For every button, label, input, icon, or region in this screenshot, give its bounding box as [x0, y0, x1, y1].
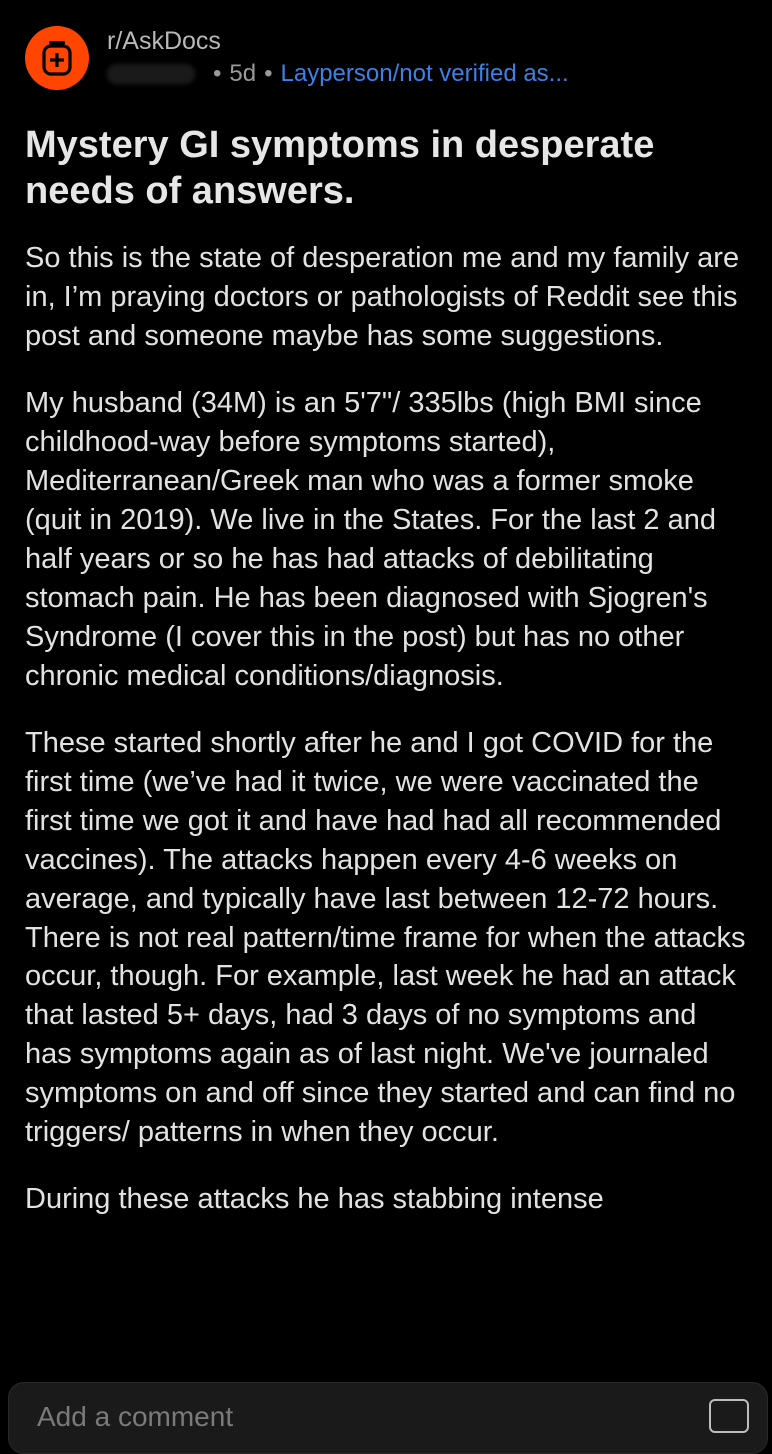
post-paragraph: These started shortly after he and I got COVID for the first time (we’ve had it twice, we were vaccinated the first time we got it and have had had all recommended vaccines). The attacks happen every 4-6 weeks on average, and typically have last between 12-72 hours. There is not real pattern/time frame for when the attacks occur, though. For example, last week he had an attack that lasted 5+ days, had 3 days of no symptoms and has symptoms again as of last night. We've journaled symptoms on and off since they started and can find no triggers/ patterns in when they occur.	[25, 726, 746, 1149]
post-flair[interactable]: Layperson/not verified as...	[280, 60, 569, 87]
comment-input[interactable]	[8, 1382, 768, 1454]
subreddit-name[interactable]: r/AskDocs	[107, 27, 221, 55]
post-title: Mystery GI symptoms in desperate needs of answers.	[25, 124, 655, 212]
comment-placeholder: Add a comment	[37, 1401, 234, 1432]
post-age: 5d	[229, 60, 257, 87]
post-header	[25, 26, 765, 92]
post-paragraph: During these attacks he has stabbing intense	[25, 1183, 604, 1216]
image-icon[interactable]	[709, 1399, 749, 1433]
subreddit-avatar-icon[interactable]	[25, 26, 89, 90]
username-redacted	[107, 64, 195, 84]
meta-separator: •	[264, 60, 273, 87]
meta-separator: •	[213, 60, 222, 87]
post-meta	[107, 60, 569, 88]
avatar-glyph-icon	[41, 40, 73, 76]
post-paragraph: My husband (34M) is an 5'7"/ 335lbs (high BMI since childhood-way before symptoms started), Mediterranean/Greek man who was a former smoke (quit in 2019). We live in the States. For the last 2 and half years or so he has had attacks of debilitating stomach pain. He has been diagnosed with Sjogren's Syndrome (I cover this in the post) but has no other chronic medical conditions/diagnosis.	[25, 387, 717, 692]
post-paragraph: So this is the state of desperation me and my family are in, I’m praying doctors or pathologists of Reddit see this post and someone maybe has some suggestions.	[25, 242, 740, 352]
post-body	[25, 239, 747, 1357]
